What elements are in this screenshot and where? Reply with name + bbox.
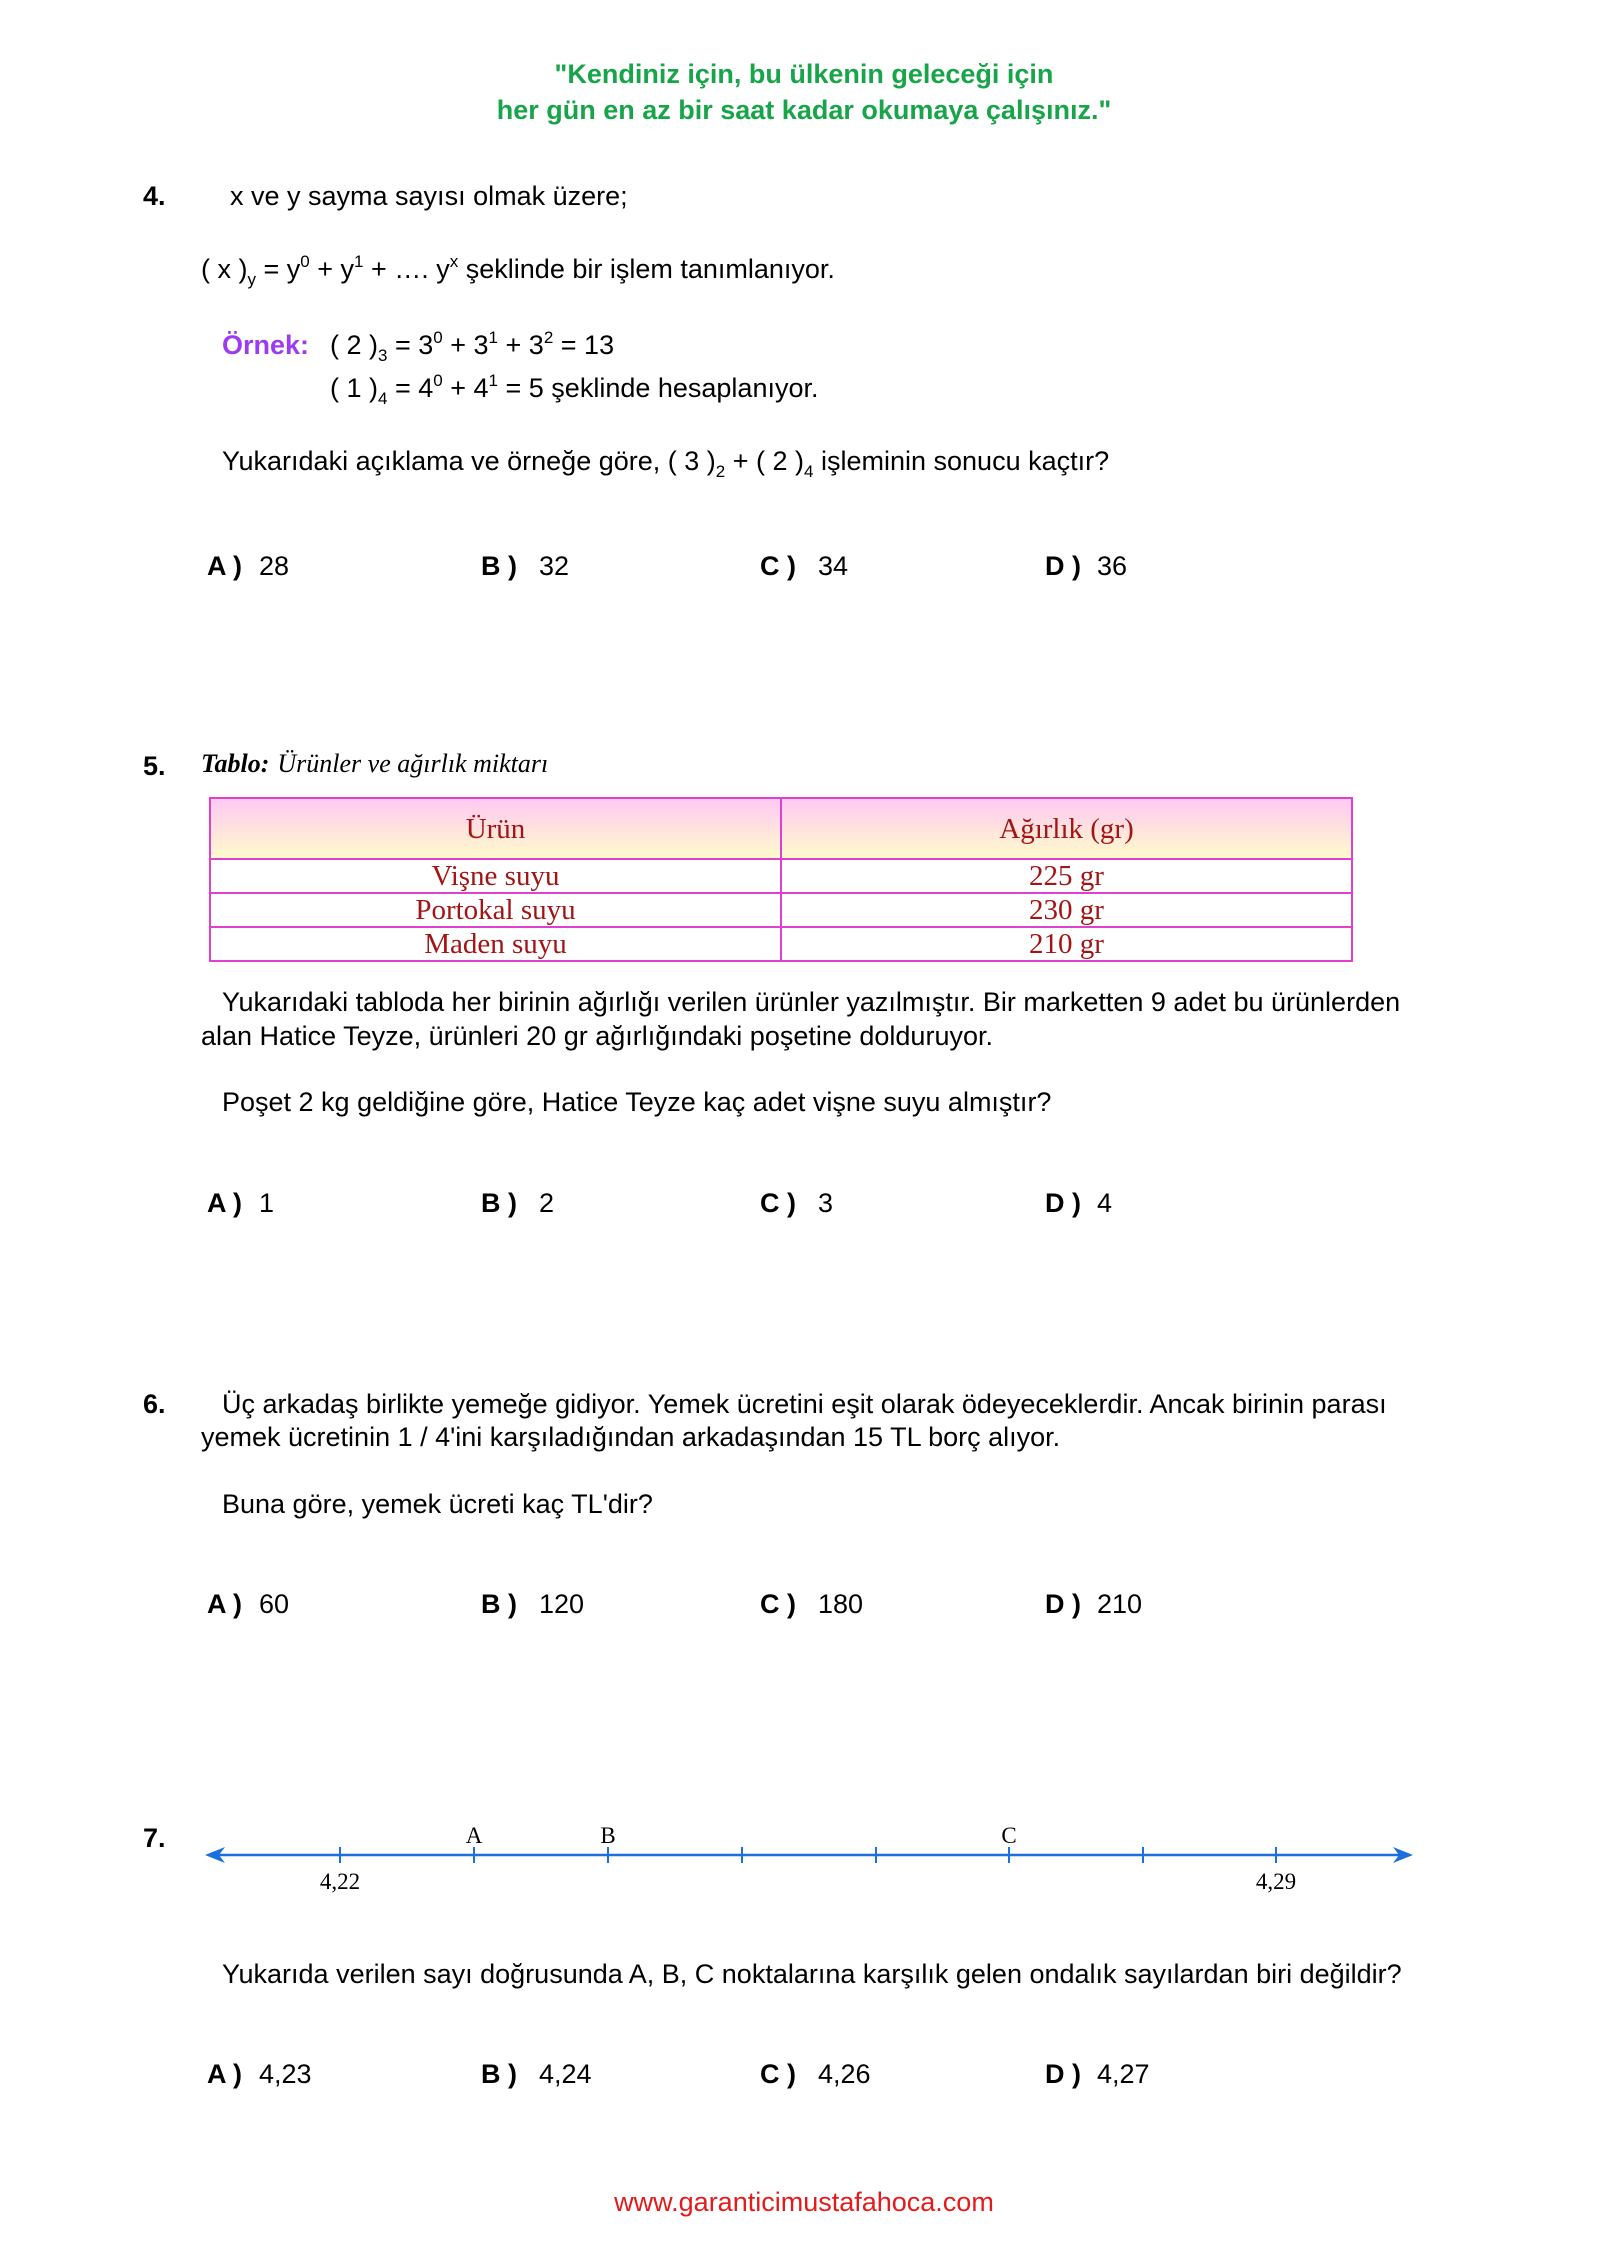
example-segment: ( 2 ) — [330, 330, 379, 360]
option-b-value: 2 — [539, 1188, 555, 1218]
option-c-letter: C ) — [760, 2059, 796, 2089]
exponent: 2 — [543, 328, 554, 347]
question-number-7: 7. — [143, 1823, 166, 1853]
example-segment: = 4 — [387, 373, 434, 403]
point-label-b: B — [600, 1823, 616, 1848]
option-a-value: 1 — [259, 1188, 275, 1218]
motto-line-1: "Kendiniz için, bu ülkenin geleceği için — [554, 59, 1054, 89]
option-d-letter: D ) — [1045, 1188, 1081, 1218]
weight-cell: 210 gr — [781, 927, 1352, 961]
example-segment: + 4 — [442, 373, 489, 403]
option-b-value: 4,24 — [539, 2059, 592, 2089]
option-c-letter: C ) — [760, 551, 796, 581]
products-table — [209, 797, 1353, 962]
example-line-1 — [330, 328, 615, 365]
question-7-prompt: Yukarıda verilen sayı doğrusunda A, B, C noktalarına karşılık gelen ondalık sayılardan biri değildir? — [222, 1959, 1402, 1989]
exponent: 1 — [488, 371, 499, 390]
prompt-segment: + ( 2 ) — [725, 446, 805, 476]
table-row — [210, 893, 1352, 927]
option-b-value: 120 — [539, 1589, 585, 1619]
option-a-letter: A ) — [207, 1589, 242, 1619]
operation-definition — [201, 252, 835, 289]
point-label-a: A — [465, 1823, 483, 1848]
question-6-prompt: Buna göre, yemek ücreti kaç TL'dir? — [222, 1489, 653, 1519]
product-cell: Portokal suyu — [210, 893, 781, 927]
footer-website: www.garanticimustafahoca.com — [614, 2187, 994, 2217]
question-4-intro: x ve y sayma sayısı olmak üzere; — [230, 181, 628, 211]
exponent: 1 — [488, 328, 499, 347]
question-5-prompt: Poşet 2 kg geldiğine göre, Hatice Teyze kaç adet vişne suyu almıştır? — [222, 1087, 1052, 1117]
question-number-4: 4. — [143, 181, 166, 211]
option-b-letter: B ) — [481, 2059, 517, 2089]
example-segment: = 3 — [387, 330, 434, 360]
option-b-letter: B ) — [481, 551, 517, 581]
weight-cell: 230 gr — [781, 893, 1352, 927]
product-cell: Vişne suyu — [210, 859, 781, 893]
option-b-letter: B ) — [481, 1188, 517, 1218]
option-a-letter: A ) — [207, 551, 242, 581]
option-c-value: 180 — [818, 1589, 864, 1619]
weight-cell: 225 gr — [781, 859, 1352, 893]
example-segment: = 5 şeklinde hesaplanıyor. — [498, 373, 819, 403]
subscript: 3 — [378, 346, 388, 365]
subscript: y — [247, 270, 256, 289]
option-d-letter: D ) — [1045, 551, 1081, 581]
example-label: Örnek: — [222, 330, 310, 360]
option-a-letter: A ) — [207, 1188, 242, 1218]
exponent: 0 — [433, 371, 443, 390]
question-6-paragraph-line-2: yemek ücretinin 1 / 4'ini karşıladığından arkadaşından 15 TL borç alıyor. — [201, 1422, 1061, 1452]
exponent: 0 — [300, 252, 310, 271]
option-c-letter: C ) — [760, 1589, 796, 1619]
question-5-paragraph-line-2: alan Hatice Teyze, ürünleri 20 gr ağırlığındaki poşetine dolduruyor. — [201, 1021, 993, 1051]
option-d-letter: D ) — [1045, 2059, 1081, 2089]
table-caption-text: Ürünler ve ağırlık miktarı — [277, 749, 549, 778]
point-label-c: C — [1001, 1823, 1017, 1848]
option-b-letter: B ) — [481, 1589, 517, 1619]
option-d-value: 4 — [1097, 1188, 1113, 1218]
subscript: 4 — [804, 462, 814, 481]
table-row — [210, 859, 1352, 893]
option-a-letter: A ) — [207, 2059, 242, 2089]
option-c-letter: C ) — [760, 1188, 796, 1218]
table-row — [210, 927, 1352, 961]
option-d-value: 4,27 — [1097, 2059, 1150, 2089]
column-header-weight: Ağırlık (gr) — [781, 798, 1352, 859]
option-a-value: 4,23 — [259, 2059, 312, 2089]
axis-label-start: 4,22 — [319, 1869, 361, 1894]
option-a-value: 60 — [259, 1589, 290, 1619]
motto-line-2: her gün en az bir saat kadar okumaya çalışınız." — [496, 95, 1112, 125]
option-c-value: 34 — [818, 551, 849, 581]
definition-segment: = y — [256, 254, 301, 284]
exponent: x — [449, 252, 459, 271]
subscript: 4 — [378, 389, 388, 408]
product-cell: Maden suyu — [210, 927, 781, 961]
option-b-value: 32 — [539, 551, 570, 581]
option-d-value: 36 — [1097, 551, 1128, 581]
definition-segment: + y — [309, 254, 355, 284]
option-d-letter: D ) — [1045, 1589, 1081, 1619]
exponent: 1 — [354, 252, 364, 271]
definition-segment: + …. y — [363, 254, 450, 284]
example-segment: + 3 — [442, 330, 489, 360]
number-line — [0, 1800, 1600, 1910]
question-6-paragraph-line-1: Üç arkadaş birlikte yemeğe gidiyor. Yemek ücretini eşit olarak ödeyeceklerdir. Ancak birinin parası — [222, 1389, 1387, 1419]
column-header-product: Ürün — [210, 798, 781, 859]
example-segment: + 3 — [498, 330, 544, 360]
table-header-row — [210, 798, 1352, 859]
definition-segment: ( x ) — [201, 254, 248, 284]
table-caption-label: Tablo: — [201, 749, 270, 778]
question-4-prompt — [222, 445, 1110, 481]
option-d-value: 210 — [1097, 1589, 1143, 1619]
example-segment: ( 1 ) — [330, 373, 379, 403]
prompt-segment: işleminin sonucu kaçtır? — [813, 446, 1110, 476]
example-line-2 — [330, 371, 819, 408]
table-caption — [201, 748, 548, 780]
option-c-value: 3 — [818, 1188, 834, 1218]
definition-segment: şeklinde bir işlem tanımlanıyor. — [458, 254, 835, 284]
subscript: 2 — [715, 462, 726, 481]
question-number-5: 5. — [143, 751, 166, 781]
option-a-value: 28 — [259, 551, 290, 581]
axis-label-end: 4,29 — [1255, 1869, 1297, 1894]
prompt-segment: Yukarıdaki açıklama ve örneğe göre, ( 3 ) — [222, 446, 716, 476]
question-5-paragraph-line-1: Yukarıdaki tabloda her birinin ağırlığı verilen ürünler yazılmıştır. Bir marketten 9 adet bu ürünlerden — [222, 987, 1401, 1017]
example-segment: = 13 — [553, 330, 615, 360]
question-number-6: 6. — [143, 1389, 166, 1419]
option-c-value: 4,26 — [818, 2059, 871, 2089]
exponent: 0 — [433, 328, 443, 347]
